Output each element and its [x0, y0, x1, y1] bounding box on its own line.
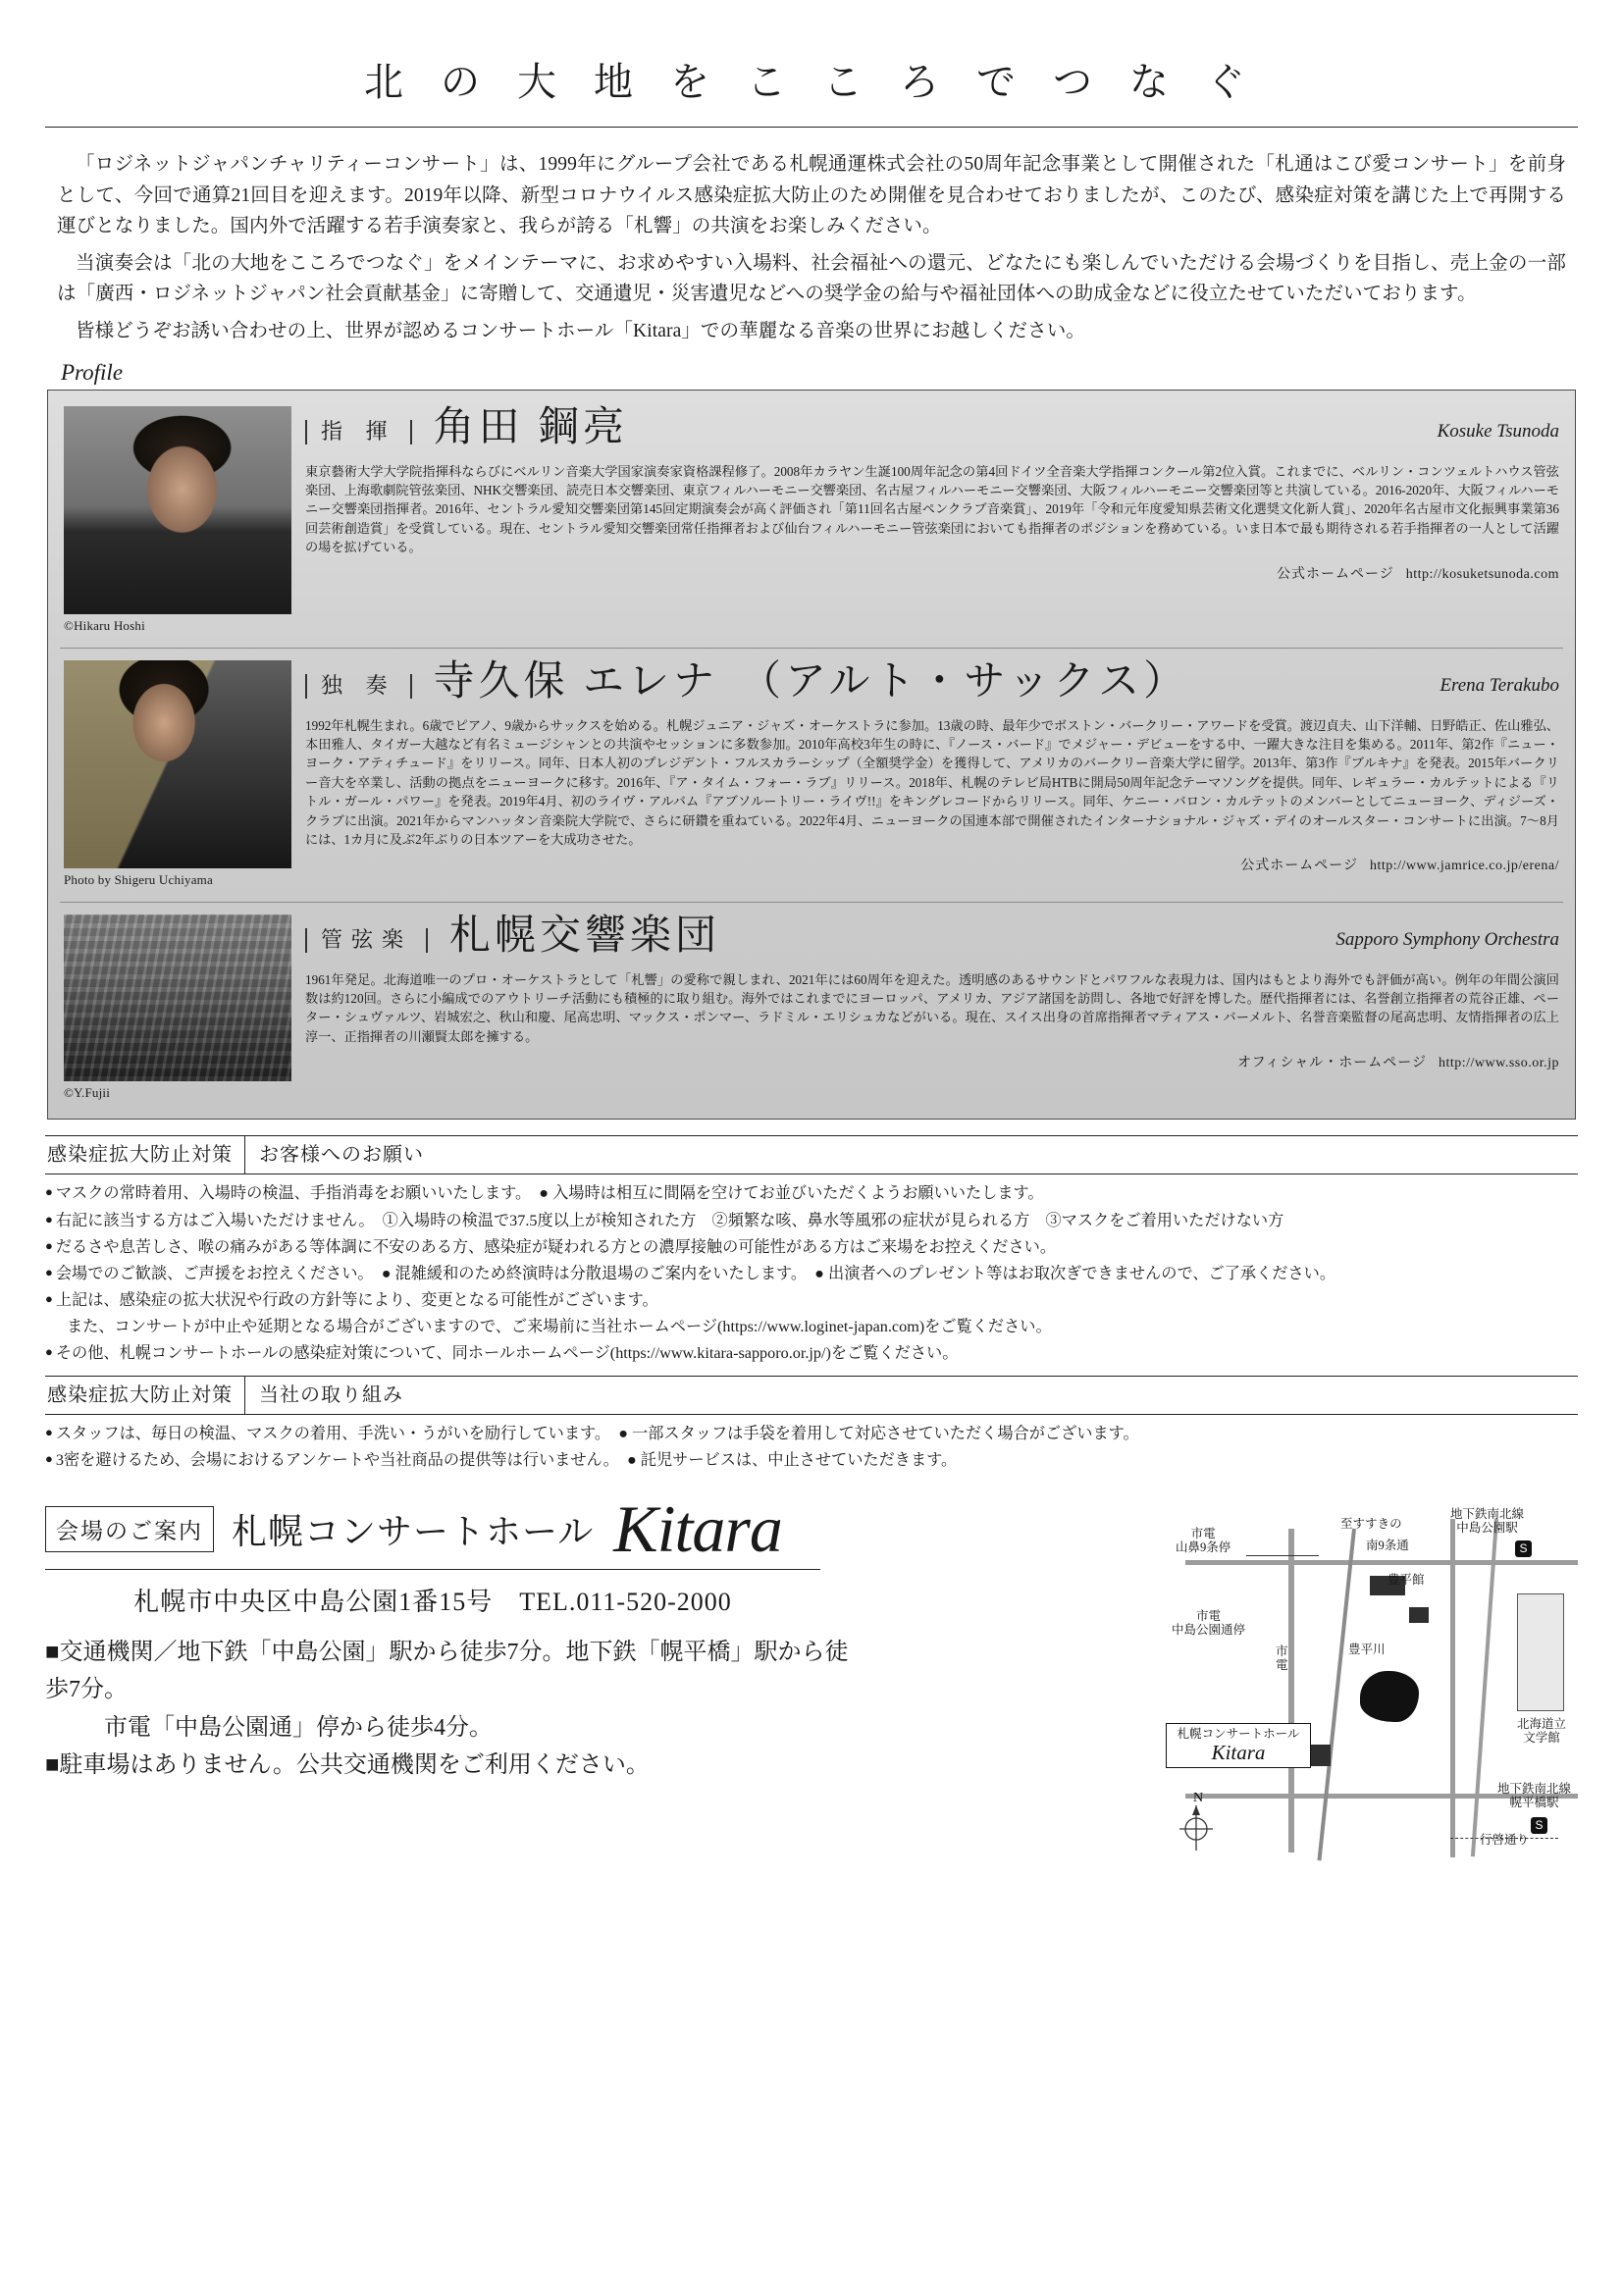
- map-pond: [1360, 1671, 1419, 1722]
- measures1-item-4: 会場でのご歓談、ご声援をお控えください。 ● 混雑緩和のため終演時は分散退場のご案内をいたします。 ● 出演者へのプレゼント等はお取次ぎできませんので、ご了承ください。: [55, 1265, 1336, 1283]
- soloist-hp-label: 公式ホームページ: [1240, 859, 1358, 874]
- map-label-subway-horohira: 地下鉄南北線 幌平橋駅: [1497, 1781, 1572, 1809]
- orchestra-photo-credit: ©Y.Fujii: [64, 1085, 111, 1101]
- venue-access-line-2: 市電「中島公園通」停から徒歩4分。: [104, 1714, 493, 1741]
- bullet-icon: ●: [45, 1451, 53, 1467]
- venue-access-line-3: ■駐車場はありません。公共交通機関をご利用ください。: [45, 1751, 650, 1778]
- conductor-photo-credit: ©Hikaru Hoshi: [64, 618, 145, 634]
- map-arrow-susukino: [1246, 1555, 1319, 1556]
- measures1-list: [45, 1180, 1578, 1366]
- soloist-photo-credit: Photo by Shigeru Uchiyama: [64, 872, 213, 888]
- soloist-photo-wrap: [64, 660, 291, 888]
- svg-text:N: N: [1193, 1790, 1204, 1805]
- list-item: [45, 1208, 1578, 1233]
- map-kitara-name: 札幌コンサートホール: [1177, 1726, 1300, 1741]
- soloist-bio: 1992年札幌生まれ。6歳でピアノ、9歳からサックスを始める。札幌ジュニア・ジャズ・オーケストラに参加。13歳の時、最年少でボストン・バークリー・アワードを受賞。渡辺貞夫、山下洋輔、日野皓正、佐山雅弘、本田雅人、タイガー大越など有名ミュージシャンとの共演やセッションに多数参加。2010年高校3年生の時に、『ノース・バード』でメジャー・デビューをする中、一躍大きな注目を集める。2011年、第2作『ニュー・ヨーク・アティチュード』をリリース。同年、日本人初のプレジデント・フルスカラーシップ（全額奨学金）を獲得して、アメリカのバークリー音楽大学に留学。2013年、第3作『ブルキナ』を発表。2015年バークリー音大を卒業し、活動の拠点をニューヨークに移す。2016年、『ア・タイム・フォー・ラブ』リリース。2018年、札幌のテレビ局HTBに開局50周年記念テーマソングを提供。同年、レギュラー・カルテットによる『リトル・ガール・パワー』を発表。2019年4月、初のライヴ・アルバム『アブソルートリー・ライヴ!!』をキングレコードからリリース。同年、ケニー・バロン・カルテットのメンバーとしてニューヨーク、ディジーズ・クラブに出演。2021年からマンハッタン音楽院大学院で、さらに研鑽を重ねている。2022年4月、ニューヨークの国連本部で開催されたインターナショナル・ジャズ・デイのオールスター・コンサートに出演。7〜8月には、1カ月に及ぶ2年ぶりの日本ツアーを大成功させた。: [305, 717, 1559, 847]
- venue-map: [1156, 1499, 1578, 1882]
- bullet-icon: ●: [45, 1291, 53, 1307]
- venue-info: [45, 1490, 1146, 1785]
- measures2-list: [45, 1421, 1578, 1473]
- soloist-instrument: （アルト・サックス）: [740, 659, 1189, 705]
- map-label-subway-nakajima: 地下鉄南北線 中島公園駅: [1450, 1506, 1525, 1535]
- subway-station-icon: S: [1531, 1817, 1547, 1834]
- measures1-item-3: だるさや息苦しさ、喉の痛みがある等体調に不安のある方、感染症が疑われる方との濃厚接触の可能性がある方はご来場をお控えください。: [55, 1237, 1057, 1256]
- soloist-hp-url[interactable]: http://www.jamrice.co.jp/erena/: [1369, 859, 1559, 874]
- bullet-icon: ●: [45, 1265, 53, 1280]
- map-label-shiden-nakajima: 市電 中島公園通停: [1172, 1608, 1246, 1637]
- orchestra-name-line: [305, 914, 1559, 962]
- map-label-toyohirakan: 豊平館: [1387, 1572, 1425, 1587]
- profile-entry-conductor: [60, 400, 1563, 642]
- measures2-tag: 感染症拡大防止対策: [45, 1377, 245, 1414]
- intro-paragraph-3: 皆様どうぞお誘い合わせの上、世界が認めるコンサートホール「Kitara」での華麗なる音楽の世界にお越しください。: [76, 320, 1085, 341]
- conductor-hp-url[interactable]: http://kosuketsunoda.com: [1405, 566, 1559, 582]
- venue-access: [45, 1634, 850, 1785]
- venue-hall-name: 札幌コンサートホール: [232, 1511, 595, 1551]
- list-item: [45, 1261, 1578, 1286]
- list-item: [45, 1180, 1578, 1206]
- conductor-homepage: [305, 563, 1559, 583]
- measures1-item-5-cont: また、コンサートが中止や延期となる場合がございますので、ご来場前に当社ホームページ(https://www.loginet-japan.com)をご覧ください。: [67, 1317, 1052, 1335]
- map-road-vertical-main: [1288, 1529, 1294, 1852]
- intro-paragraph-2: 当演奏会は「北の大地をこころでつなぐ」をメインテーマに、お求めやすい入場料、社会福祉への還元、どなたにも楽しんでいただける会場づくりを目指し、売上金の一部は「廣西・ロジネットジャパン社会貢献基金」に寄贈して、交通遺児・災害遺児などへの奨学金の給与や福祉団体への助成金などに役立たせていただいております。: [57, 252, 1566, 305]
- map-river-toyohira: [1317, 1528, 1356, 1860]
- subway-station-icon: S: [1515, 1540, 1532, 1557]
- profile-box: [47, 390, 1576, 1120]
- orchestra-photo-wrap: [64, 914, 291, 1101]
- orchestra-bio: 1961年発足。北海道唯一のプロ・オーケストラとして「札響」の愛称で親しまれ、2021年には60周年を迎えた。透明感のあるサウンドとパワフルな表現力は、国内はもとより海外でも評価が高い。例年の年間公演回数は約120回。さらに小編成でのアウトリーチ活動にも積極的に取り組む。海外ではこれまでにヨーロッパ、アメリカ、アジア諸国を訪問し、各地で好評を博した。歴代指揮者には、名誉創立指揮者の荒谷正雄、ペーター・シュヴァルツ、岩城宏之、秋山和慶、尾高忠明、マックス・ポンマー、ラドミル・エリシュカなどがいる。現在、スイス出身の首席指揮者マティアス・バーメルト、名誉音楽監督の尾高忠明、友情指揮者の広上淳一、正指揮者の川瀬賢太郎を擁する。: [305, 971, 1559, 1044]
- map-road-vertical-east: [1450, 1519, 1455, 1857]
- bullet-icon: ●: [45, 1425, 53, 1440]
- map-label-shiden: 市 電: [1276, 1644, 1288, 1672]
- conductor-hp-label: 公式ホームページ: [1277, 566, 1394, 582]
- list-item: [45, 1421, 1578, 1446]
- measures2-item-2: 3密を避けるため、会場におけるアンケートや当社商品の提供等は行いません。 ● 託児サービスは、中止させていただきます。: [55, 1451, 958, 1470]
- bullet-icon: ●: [45, 1237, 53, 1253]
- map-block-park-1: [1409, 1607, 1429, 1623]
- measures2-title: 当社の取り組み: [259, 1384, 403, 1407]
- bullet-icon: ●: [45, 1343, 53, 1359]
- map-kitara-callout: [1166, 1723, 1311, 1769]
- bullet-icon: ●: [45, 1184, 53, 1200]
- soloist-homepage: [305, 855, 1559, 874]
- measures1-item-6: その他、札幌コンサートホールの感染症対策について、同ホールホームページ(https://www.kitara-sapporo.or.jp/)をご覧ください。: [55, 1343, 959, 1362]
- soloist-name-line: [305, 660, 1559, 707]
- venue-title-row: [45, 1490, 1146, 1566]
- orchestra-photo: [64, 914, 291, 1081]
- conductor-photo: [64, 406, 291, 614]
- conductor-name-en: Kosuke Tsunoda: [1437, 420, 1559, 442]
- bullet-icon: ●: [45, 1211, 53, 1226]
- venue-address: 札幌市中央区中島公園1番15号 TEL.011-520-2000: [133, 1587, 732, 1616]
- map-label-toyohira-river: 豊平川: [1348, 1642, 1386, 1656]
- measures2-header: [45, 1376, 1578, 1415]
- conductor-name-line: [305, 406, 1559, 453]
- map-park-area: [1517, 1593, 1564, 1711]
- conductor-name-ja: 角田 鋼亮: [433, 405, 629, 451]
- profile-entry-soloist: [60, 648, 1563, 896]
- compass-icon: [1174, 1790, 1219, 1835]
- list-item: [45, 1234, 1578, 1260]
- map-road-east-2: [1471, 1518, 1498, 1855]
- map-label-shiden-yamabana: 市電 山鼻9条停: [1176, 1526, 1231, 1554]
- venue-divider: [45, 1569, 820, 1570]
- orchestra-name-en: Sapporo Symphony Orchestra: [1335, 928, 1559, 950]
- orchestra-hp-url[interactable]: http://www.sso.or.jp: [1438, 1056, 1559, 1071]
- venue-access-line-1: ■交通機関／地下鉄「中島公園」駅から徒歩7分。地下鉄「幌平橋」駅から徒歩7分。: [45, 1639, 849, 1703]
- conductor-bio: 東京藝術大学大学院指揮科ならびにベルリン音楽大学国家演奏家資格課程修了。2008年カラヤン生誕100周年記念の第4回ドイツ全音楽大学指揮コンクール第2位入賞。これまでに、ベルリン・コンツェルトハウス管弦楽団、上海歌劇院管弦楽団、NHK交響楽団、読売日本交響楽団、東京フィルハーモニー交響楽団、名古屋フィルハーモニー交響楽団、大阪フィルハーモニー交響楽団等と共演している。2016-2020年、大阪フィルハーモニー交響楽団指揮者。2016年、セントラル愛知交響楽団第145回定期演奏会が高く評価され「第11回名古屋ペンクラブ音楽賞」、2019年「令和元年度愛知県芸術文化選奨文化新人賞」、2020年名古屋市文化振興事業第36回芸術創造賞」を受賞している。現在、セントラル愛知交響楽団常任指揮者および仙台フィルハーモニー管弦楽団においても指揮者のポジションを務めている。いま日本で最も期待される若手指揮者の一人として活躍の場を拡げている。: [305, 463, 1559, 555]
- orchestra-name-ja: 札幌交響楽団: [449, 913, 721, 960]
- measures1-item-5: 上記は、感染症の拡大状況や行政の方針等により、変更となる可能性がございます。: [55, 1291, 658, 1310]
- venue-badge: 会場のご案内: [45, 1506, 214, 1552]
- list-item: [45, 1340, 1578, 1366]
- venue-section: [45, 1490, 1578, 1882]
- map-label-bungakukan: 北海道立 文学館: [1517, 1716, 1567, 1745]
- soloist-role: 独 奏: [305, 674, 412, 698]
- conductor-details: [305, 406, 1559, 634]
- list-item: [45, 1447, 1578, 1473]
- kitara-logo: Kitara: [613, 1490, 782, 1566]
- orchestra-homepage: [305, 1052, 1559, 1071]
- measures-section-customers: [45, 1135, 1578, 1366]
- header-divider: [45, 127, 1578, 128]
- measures-section-company: [45, 1376, 1578, 1473]
- list-item: [45, 1287, 1578, 1338]
- measures2-item-1: スタッフは、毎日の検温、マスクの着用、手洗い・うがいを励行しています。 ● 一部スタッフは手袋を着用して対応させていただく場合がございます。: [55, 1425, 1139, 1443]
- soloist-name-en: Erena Terakubo: [1440, 674, 1559, 696]
- orchestra-role: 管弦楽: [305, 928, 428, 952]
- profile-label: Profile: [61, 360, 124, 386]
- intro-text: [57, 149, 1566, 346]
- map-label-susukino: 至すすきの: [1340, 1516, 1402, 1531]
- measures1-item-2: 右記に該当する方はご入場いただけません。 ①入場時の検温で37.5度以上が検知された方 ②頻繁な咳、鼻水等風邪の症状が見られる方 ③マスクをご着用いただけない方: [55, 1211, 1284, 1229]
- conductor-photo-wrap: [64, 406, 291, 634]
- conductor-role: 指 揮: [305, 420, 412, 444]
- orchestra-details: [305, 914, 1559, 1101]
- profile-entry-orchestra: [60, 902, 1563, 1109]
- orchestra-hp-label: オフィシャル・ホームページ: [1237, 1056, 1427, 1071]
- measures1-tag: 感染症拡大防止対策: [45, 1136, 245, 1174]
- page-headline: 北 の 大 地 を こ こ ろ で つ な ぐ: [364, 60, 1259, 104]
- map-road-minami9jo: [1185, 1560, 1578, 1565]
- measures1-title: お客様へのお願い: [259, 1144, 424, 1167]
- map-label-minami9jo: 南9条通: [1366, 1538, 1409, 1552]
- soloist-name-ja: 寺久保 エレナ: [433, 659, 719, 705]
- map-label-gyokei: 行啓通り: [1480, 1832, 1530, 1847]
- measures1-header: [45, 1135, 1578, 1174]
- map-kitara-logo: Kitara: [1211, 1740, 1266, 1764]
- soloist-photo: [64, 660, 291, 868]
- measures1-item-1: マスクの常時着用、入場時の検温、手指消毒をお願いいたします。 ● 入場時は相互に間隔を空けてお並びいただくようお願いいたします。: [55, 1184, 1044, 1203]
- intro-paragraph-1: 「ロジネットジャパンチャリティーコンサート」は、1999年にグループ会社である札幌通運株式会社の50周年記念事業として開催された「札通はこび愛コンサート」を前身として、今回で通算21回目を迎えます。2019年以降、新型コロナウイルス感染症拡大防止のため開催を見合わせておりましたが、このたび、感染症対策を講じた上で再開する運びとなりました。国内外で活躍する若手演奏家と、我らが誇る「札響」の共演をお楽しみください。: [57, 154, 1566, 237]
- soloist-details: [305, 660, 1559, 888]
